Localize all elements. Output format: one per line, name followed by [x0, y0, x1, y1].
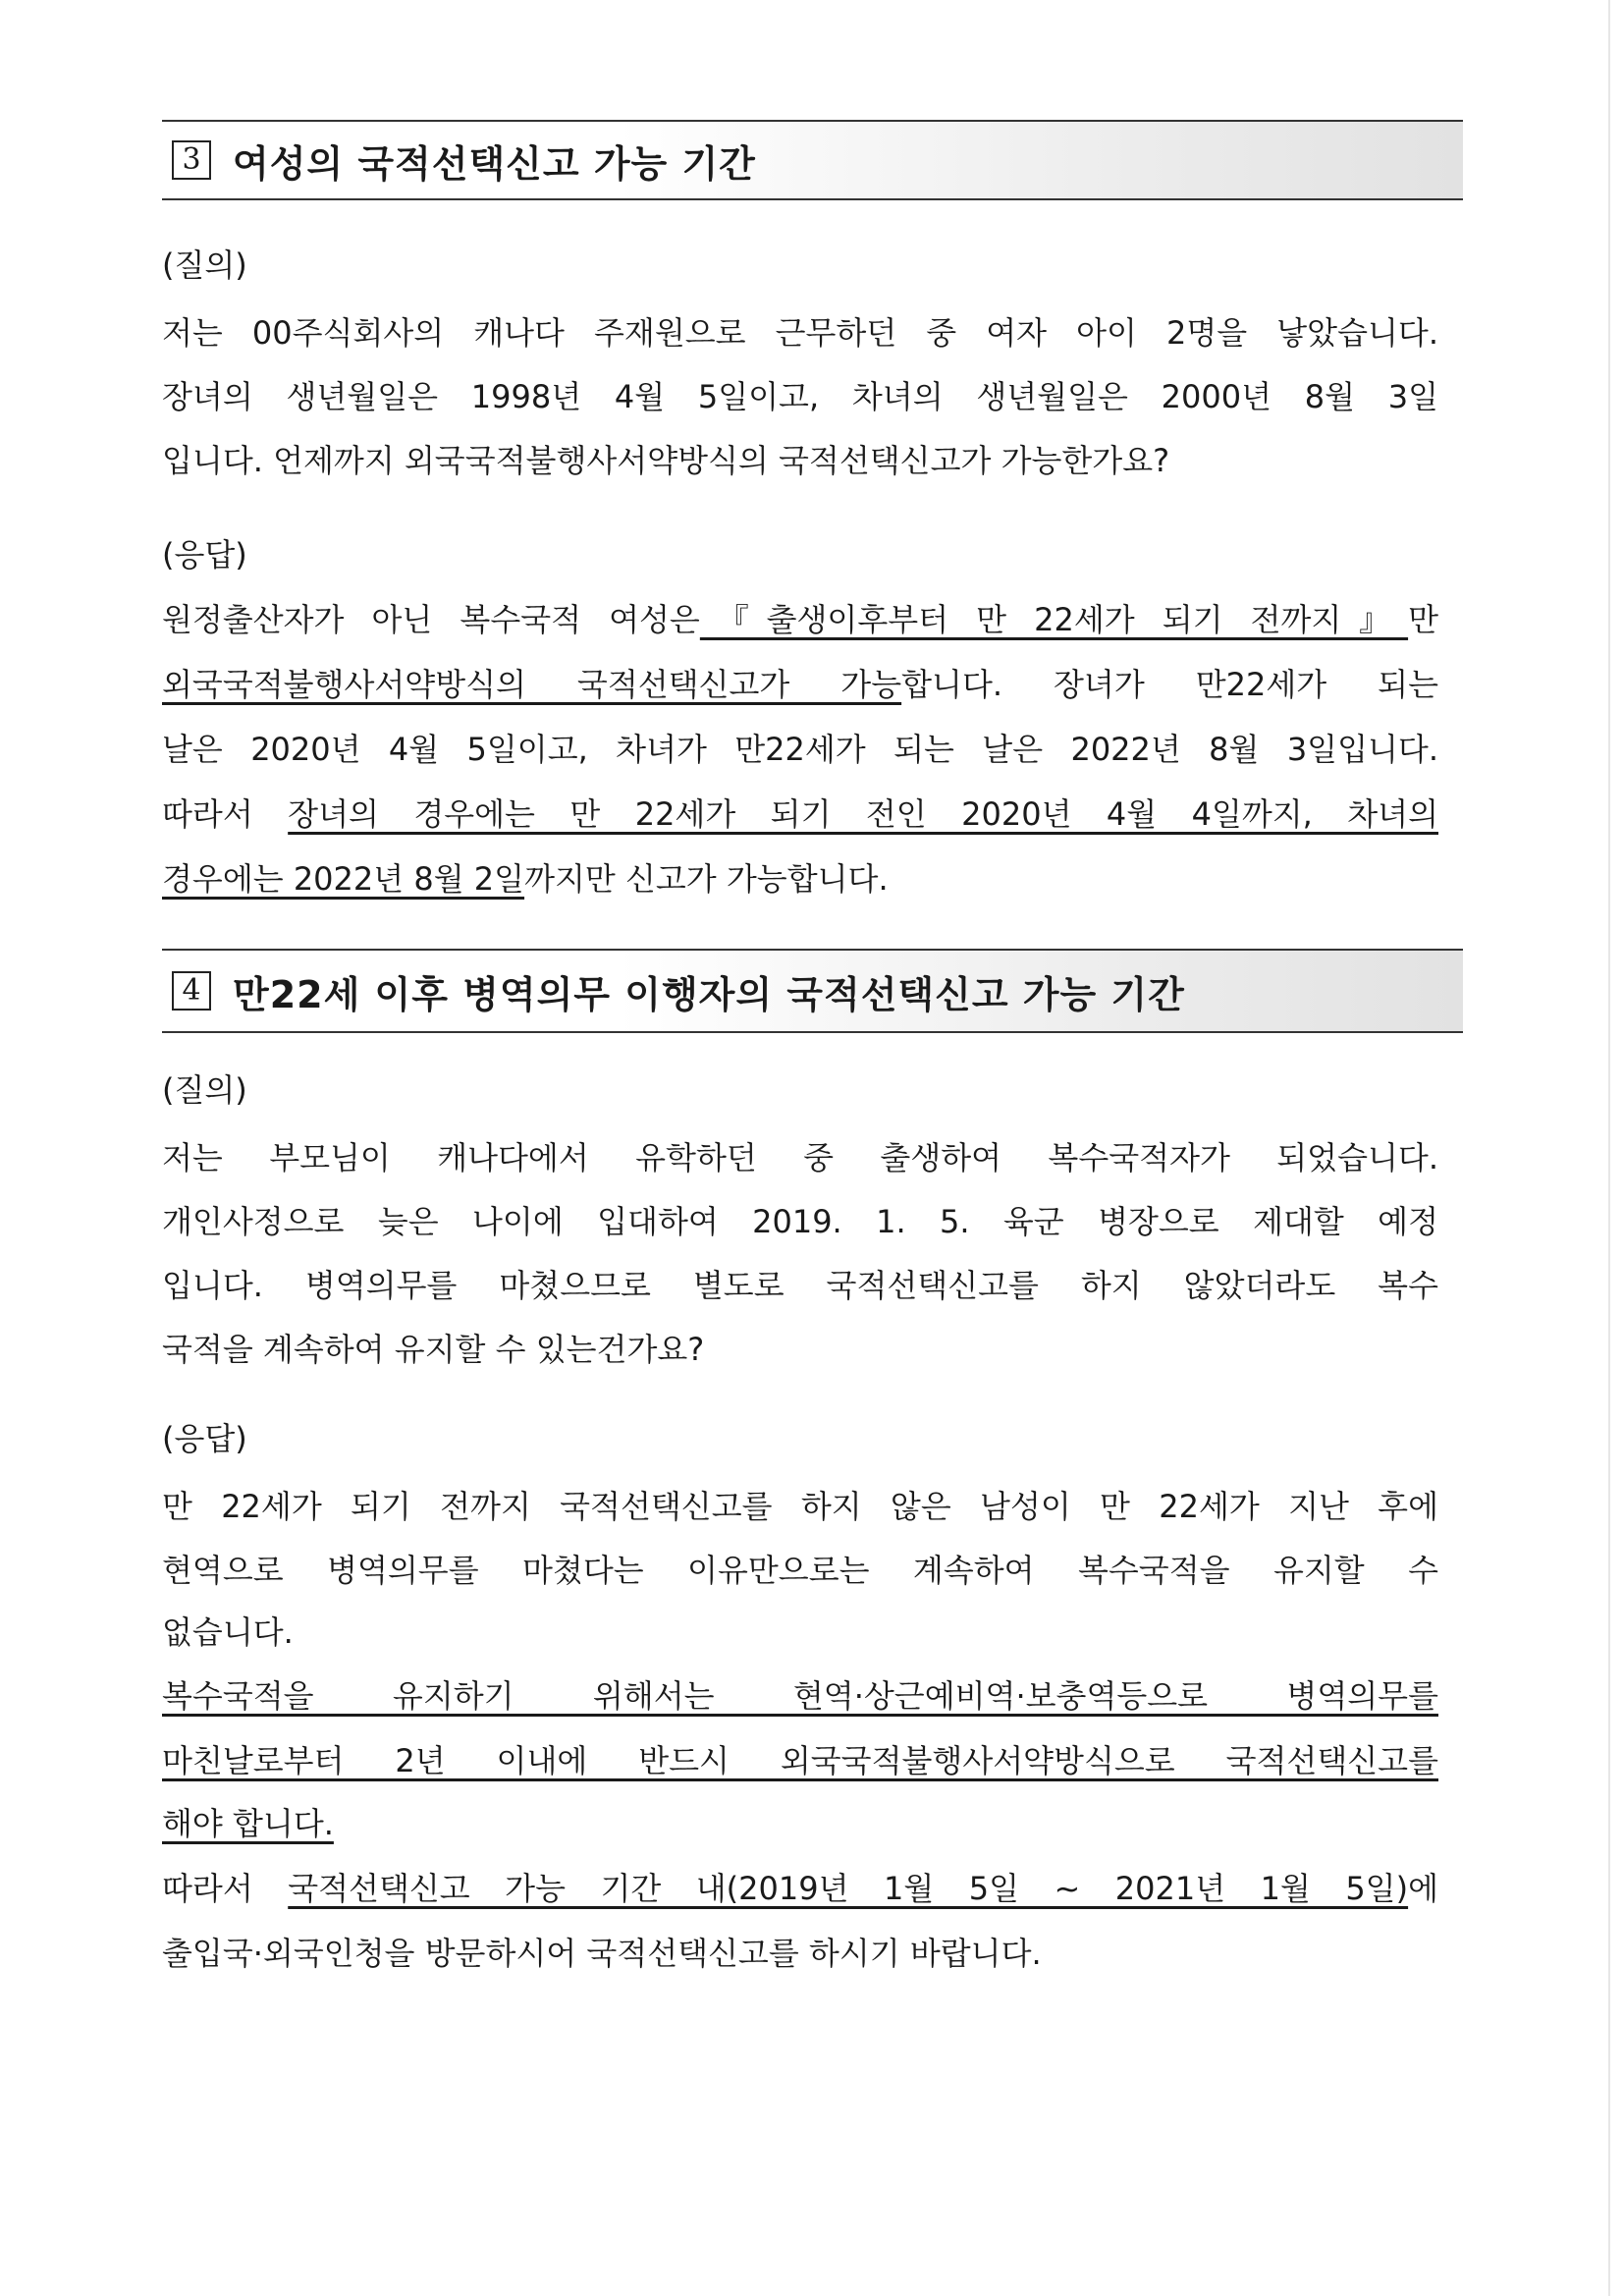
- answer-underlined-text: 『출생이후부터 만 22세가 되기 전까지』: [699, 601, 1409, 638]
- section-4-underlined-line-3: [162, 1805, 1438, 1842]
- section-4-final-line-1: [162, 1870, 1438, 1907]
- section-3-question-label: (질의): [162, 246, 247, 284]
- answer-text: 원정출산자가 아닌 복수국적 여성은: [162, 601, 700, 638]
- section-4-underlined-line-2: [162, 1742, 1438, 1779]
- answer-underlined-text: 장녀의 경우에는 만 22세가 되기 전인 2020년 4월 4일까지, 차녀의: [288, 795, 1438, 833]
- section-4-number: 4: [172, 971, 211, 1011]
- section-3-number: 3: [172, 140, 211, 180]
- section-3-answer-label: (응답): [162, 536, 247, 574]
- section-4-question-label: (질의): [162, 1071, 247, 1109]
- section-4-underlined-line-1: [162, 1677, 1438, 1715]
- section-4-final-line-2: 출입국·외국인청을 방문하시어 국적선택신고를 하시기 바랍니다.: [162, 1935, 1042, 1972]
- answer-underlined-text: 복수국적을 유지하기 위해서는 현역·상근예비역·보충역등으로 병역의무를: [162, 1677, 1438, 1715]
- section-3-question-line-3: 입니다. 언제까지 외국국적불행사서약방식의 국적선택신고가 가능한가요?: [162, 442, 1170, 479]
- section-3-answer-line-1: [162, 601, 1438, 638]
- section-4-question-line-2: 개인사정으로 늦은 나이에 입대하여 2019. 1. 5. 육군 병장으로 제대할 예정: [162, 1203, 1438, 1240]
- section-3-question-line-2: 장녀의 생년월일은 1998년 4월 5일이고, 차녀의 생년월일은 2000년 8월 3일: [162, 378, 1438, 415]
- answer-underlined-text: 해야 합니다.: [162, 1805, 334, 1842]
- section-4-question-line-4: 국적을 계속하여 유지할 수 있는건가요?: [162, 1331, 705, 1368]
- answer-underlined-text: 국적선택신고 가능 기간 내(2019년 1월 5일 ~ 2021년 1월 5일): [288, 1870, 1409, 1907]
- section-3-answer-line-2: [162, 666, 1438, 703]
- section-4-question-line-1: 저는 부모님이 캐나다에서 유학하던 중 출생하여 복수국적자가 되었습니다.: [162, 1139, 1438, 1176]
- section-3-answer-line-5: [162, 860, 1438, 898]
- section-4-title: 만22세 이후 병역의무 이행자의 국적선택신고 가능 기간: [233, 972, 1185, 1016]
- section-4-answer-label: (응답): [162, 1420, 247, 1457]
- section-3-title: 여성의 국적선택신고 가능 기간: [233, 141, 756, 186]
- answer-text: 합니다. 장녀가 만22세가 되는: [901, 666, 1438, 703]
- section-4-answer-line-1: 만 22세가 되기 전까지 국적선택신고를 하지 않은 남성이 만 22세가 지난 후에: [162, 1488, 1438, 1525]
- answer-text: 에: [1408, 1870, 1439, 1907]
- answer-text: 따라서: [162, 1870, 253, 1907]
- page-edge-rule: [1608, 0, 1610, 2296]
- section-4-question-line-3: 입니다. 병역의무를 마쳤으므로 별도로 국적선택신고를 하지 않았더라도 복수: [162, 1267, 1438, 1304]
- answer-text: 만: [1408, 601, 1438, 638]
- answer-underlined-text: 경우에는 2022년 8월 2일: [162, 860, 525, 898]
- section-3-header: [162, 120, 1463, 200]
- answer-text: 따라서: [162, 795, 253, 833]
- answer-underlined-text: 외국국적불행사서약방식의 국적선택신고가 가능: [162, 666, 902, 703]
- answer-text: 까지만 신고가 가능합니다.: [524, 860, 889, 898]
- section-3-answer-line-3: 날은 2020년 4월 5일이고, 차녀가 만22세가 되는 날은 2022년 8월 3일입니다.: [162, 731, 1438, 768]
- section-4-header: [162, 949, 1463, 1033]
- section-3-answer-line-4: [162, 795, 1438, 833]
- section-4-answer-line-2: 현역으로 병역의무를 마쳤다는 이유만으로는 계속하여 복수국적을 유지할 수: [162, 1552, 1438, 1589]
- section-3-question-line-1: 저는 00주식회사의 캐나다 주재원으로 근무하던 중 여자 아이 2명을 낳았습니다.: [162, 314, 1438, 352]
- section-4-answer-line-3: 없습니다.: [162, 1613, 294, 1651]
- answer-underlined-text: 마친날로부터 2년 이내에 반드시 외국국적불행사서약방식으로 국적선택신고를: [162, 1742, 1438, 1779]
